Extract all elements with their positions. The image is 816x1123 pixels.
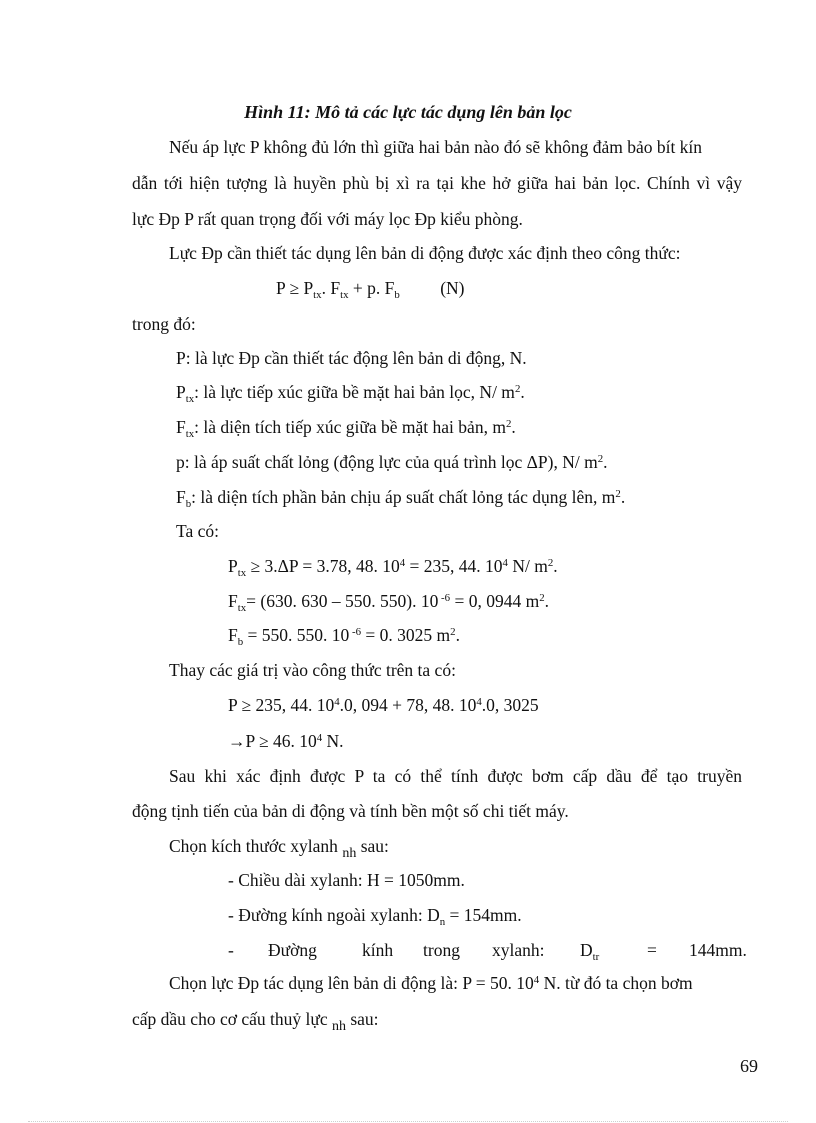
paragraph-1-line-1: Nếu áp lực P không đủ lớn thì giữa hai bản nào đó sẽ không đảm bảo bít kín (169, 137, 703, 157)
formula-unit: (N) (440, 278, 465, 298)
figure-caption: Hình 11: Mô tả các lực tác dụng lên bản lọc (244, 102, 572, 122)
spec-outer-diameter: - Đường kính ngoài xylanh: $D_n = 154mm$. (228, 905, 522, 928)
calc-ptx: $P_{tx} \ge 3.\Delta P = 3.78$, 48. $10^4 = 235$, 44. $10^4$ N/ $m^2$. (228, 556, 558, 579)
definition-ptx: $P_{tx}$: là lực tiếp xúc giữa bề mặt hai bản lọc, N/ $m^2$. (176, 382, 525, 405)
calc-ftx: $F_{tx}= (630$. 630 – 550. 550). 10 $^{-6}$ = 0, 0944 $m^2$. (228, 591, 549, 614)
spec-word-xylanh: xylanh: (492, 940, 545, 960)
result-line-2: →P ≥ 46. $10^4$ N. (228, 731, 344, 751)
calc-fb: $F_b = 550$. 550. 10 $^{-6}$ = 0. 3025 $m^2$. (228, 625, 460, 648)
result-line-1: P ≥ 235, 44. $10^4.0$, 094 + 78, 48. $10^4.0$, 3025 (228, 695, 539, 715)
spec-word-kinh: kính (362, 940, 394, 960)
paragraph-1-line-3: lực Đp P rất quan trọng đối với máy lọc Đp kiểu phòng. (132, 209, 523, 229)
page-number: 69 (740, 1056, 758, 1076)
paragraph-3-line-1: Sau khi xác định được P ta có thể tính được bơm cấp dầu để tạo truyền (169, 766, 742, 786)
bottom-divider (28, 1121, 788, 1122)
paragraph-4-line-2: cấp dầu cho cơ cấu thuỷ lực $_{nh}$ sau: (132, 1009, 379, 1034)
spec-word-trong: trong (423, 940, 460, 960)
spec-equals: = (647, 940, 657, 960)
cylinder-intro: Chọn kích thước xylanh $_{nh}$ sau: (169, 836, 389, 861)
definition-ftx: $F_{tx}$: là diện tích tiếp xúc giữa bề mặt hai bản, $m^2$. (176, 417, 516, 440)
paragraph-3-line-2: động tịnh tiến của bản di động và tính bền một số chi tiết máy. (132, 801, 569, 821)
definition-fb: $F_b$: là diện tích phần bản chịu áp suất chất lỏng tác dụng lên, $m^2$. (176, 487, 626, 510)
paragraph-2: Lực Đp cần thiết tác dụng lên bản di động được xác định theo công thức: (169, 243, 681, 263)
paragraph-1-line-2: dẫn tới hiện tượng là huyền phù bị xì ra tại khe hở giữa hai bản lọc. Chính vì vậy (132, 173, 742, 193)
substitution-intro: Thay các giá trị vào công thức trên ta có: (169, 660, 456, 680)
definition-p: P: là lực Đp cần thiết tác động lên bản di động, N. (176, 348, 527, 368)
spec-length: - Chiều dài xylanh: H = 1050mm. (228, 870, 465, 890)
where-label: trong đó: (132, 314, 196, 334)
ta-co-label: Ta có: (176, 521, 219, 541)
main-formula: $P \ge P_{tx}$. $F_{tx} + p$. $F_b$ (N) (276, 278, 465, 301)
paragraph-4-line-1: Chọn lực Đp tác dụng lên bản di động là: P = 50. $10^4$ N. từ đó ta chọn bơm (169, 973, 693, 993)
spec-word-duong: Đường (268, 940, 317, 960)
spec-symbol-dtr: $D_{tr}$ (580, 940, 600, 963)
spec-value: 144mm. (689, 940, 747, 960)
definition-pressure: p: là áp suất chất lỏng (động lực của quá trình lọc ΔP), N/ $m^2$. (176, 452, 608, 472)
spec-dash: - (228, 940, 234, 960)
